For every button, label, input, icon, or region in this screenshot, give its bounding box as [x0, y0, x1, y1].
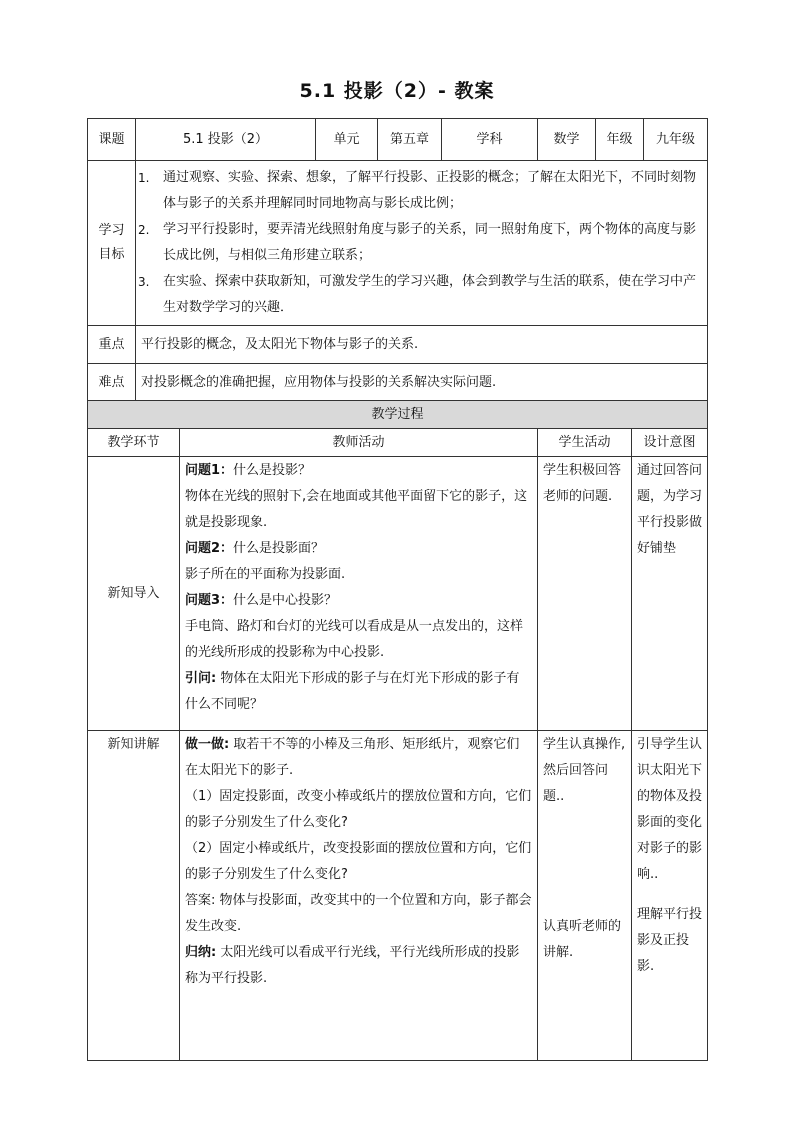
student-activity-intro: 学生积极回答老师的问题.	[538, 457, 632, 731]
objectives-label	[88, 161, 136, 326]
summary-label: 归纳:	[185, 945, 217, 960]
grade-value: 九年级	[644, 119, 708, 161]
grade-label: 年级	[596, 119, 644, 161]
question-1-label: 问题1：	[185, 463, 234, 478]
lead-question-text: 物体在太阳光下形成的影子与在灯光下形成的影子有什么不同呢？	[185, 671, 520, 712]
student-activity-1: 学生认真操作,然后回答问题..	[543, 737, 626, 804]
objective-item: 3. 在实验、探索中获取新知，可激发学生的学习兴趣，体会到教学与生活的联系，使在学习中产生对数学学习的兴趣．	[138, 274, 697, 315]
answer-text: 物体与投影面，改变其中的一个位置和方向，影子都会发生改变.	[185, 893, 532, 934]
teacher-activity-intro	[180, 457, 538, 731]
process-heading: 教学过程	[88, 401, 708, 429]
summary-text: 太阳光线可以看成平行光线，平行光线所形成的投影称为平行投影.	[185, 945, 520, 986]
unit-label: 单元	[316, 119, 378, 161]
col-stage-header: 教学环节	[88, 429, 180, 457]
col-intent-header: 设计意图	[632, 429, 708, 457]
key-point-text: 平行投影的概念，及太阳光下物体与影子的关系.	[136, 326, 708, 364]
unit-value: 第五章	[378, 119, 442, 161]
answer-2: 影子所在的平面称为投影面.	[185, 567, 346, 582]
question-part-2: （2）固定小棒或纸片，改变投影面的摆放位置和方向，它们的影子分别发生了什么变化?	[185, 841, 532, 882]
col-teacher-header: 教师活动	[180, 429, 538, 457]
answer-3: 手电筒、路灯和台灯的光线可以看成是从一点发出的，这样的光线所形成的投影称为中心投影.	[185, 619, 524, 660]
teacher-activity-explain	[180, 731, 538, 1061]
stage-intro: 新知导入	[88, 457, 180, 731]
subject-value: 数学	[538, 119, 596, 161]
col-student-header: 学生活动	[538, 429, 632, 457]
design-intent-explain	[632, 731, 708, 1061]
objective-text: 学习平行投影时，要弄清光线照射角度与影子的关系，同一照射角度下，两个物体的高度与影长成比例，与相似三角形建立联系；	[163, 222, 697, 263]
difficulty-text: 对投影概念的准确把握，应用物体与投影的关系解决实际问题.	[136, 364, 708, 402]
answer-label: 答案:	[185, 893, 216, 908]
lesson-value: 5.1 投影（2）	[136, 119, 316, 161]
student-activity-explain	[538, 731, 632, 1061]
stage-explain: 新知讲解	[88, 731, 180, 1061]
question-2-text: 什么是投影面？	[233, 541, 325, 556]
objective-item: 1. 通过观察、实验、探索、想象，了解平行投影、正投影的概念；了解在太阳光下，不同时刻物体与影子的关系并理解同时同地物高与影长成比例；	[138, 170, 697, 211]
answer-1: 物体在光线的照射下,会在地面或其他平面留下它的影子，这就是投影现象.	[185, 489, 528, 530]
question-2-label: 问题2：	[185, 541, 234, 556]
do-it-text: 取若干不等的小棒及三角形、矩形纸片，观察它们在太阳光下的影子.	[185, 737, 520, 778]
table-row	[88, 457, 708, 731]
lesson-info-table	[87, 118, 708, 402]
objectives-label-text: 学习目标	[98, 223, 125, 262]
key-point-label: 重点	[88, 326, 136, 364]
design-intent-2: 理解平行投影及正投影.	[637, 907, 703, 974]
document-title: 5.1 投影（2）- 教案	[299, 80, 495, 102]
table-row	[88, 731, 708, 1061]
do-it-label: 做一做:	[185, 737, 230, 752]
lead-question-label: 引问:	[185, 671, 217, 686]
objectives-cell	[136, 161, 708, 326]
objectives-list	[136, 165, 702, 321]
question-3-label: 问题3：	[185, 593, 234, 608]
difficulty-label: 难点	[88, 364, 136, 402]
lesson-label: 课题	[88, 119, 136, 161]
question-part-1: （1）固定投影面，改变小棒或纸片的摆放位置和方向，它们的影子分别发生了什么变化?	[185, 789, 532, 830]
design-intent-intro: 通过回答问题，为学习平行投影做好铺垫	[632, 457, 708, 731]
objective-item: 2. 学习平行投影时，要弄清光线照射角度与影子的关系，同一照射角度下，两个物体的高度与影长成比例，与相似三角形建立联系；	[138, 222, 697, 263]
teaching-process-table	[87, 400, 708, 1061]
student-activity-2: 认真听老师的讲解.	[543, 919, 622, 960]
objective-text: 通过观察、实验、探索、想象，了解平行投影、正投影的概念；了解在太阳光下，不同时刻物体与影子的关系并理解同时同地物高与影长成比例；	[163, 170, 697, 211]
question-3-text: 什么是中心投影？	[233, 593, 338, 608]
question-1-text: 什么是投影？	[233, 463, 312, 478]
subject-label: 学科	[442, 119, 538, 161]
design-intent-1: 引导学生认识太阳光下的物体及投影面的变化对影子的影响..	[637, 737, 703, 882]
objective-text: 在实验、探索中获取新知，可激发学生的学习兴趣，体会到教学与生活的联系，使在学习中产生对数学学习的兴趣．	[163, 274, 697, 315]
